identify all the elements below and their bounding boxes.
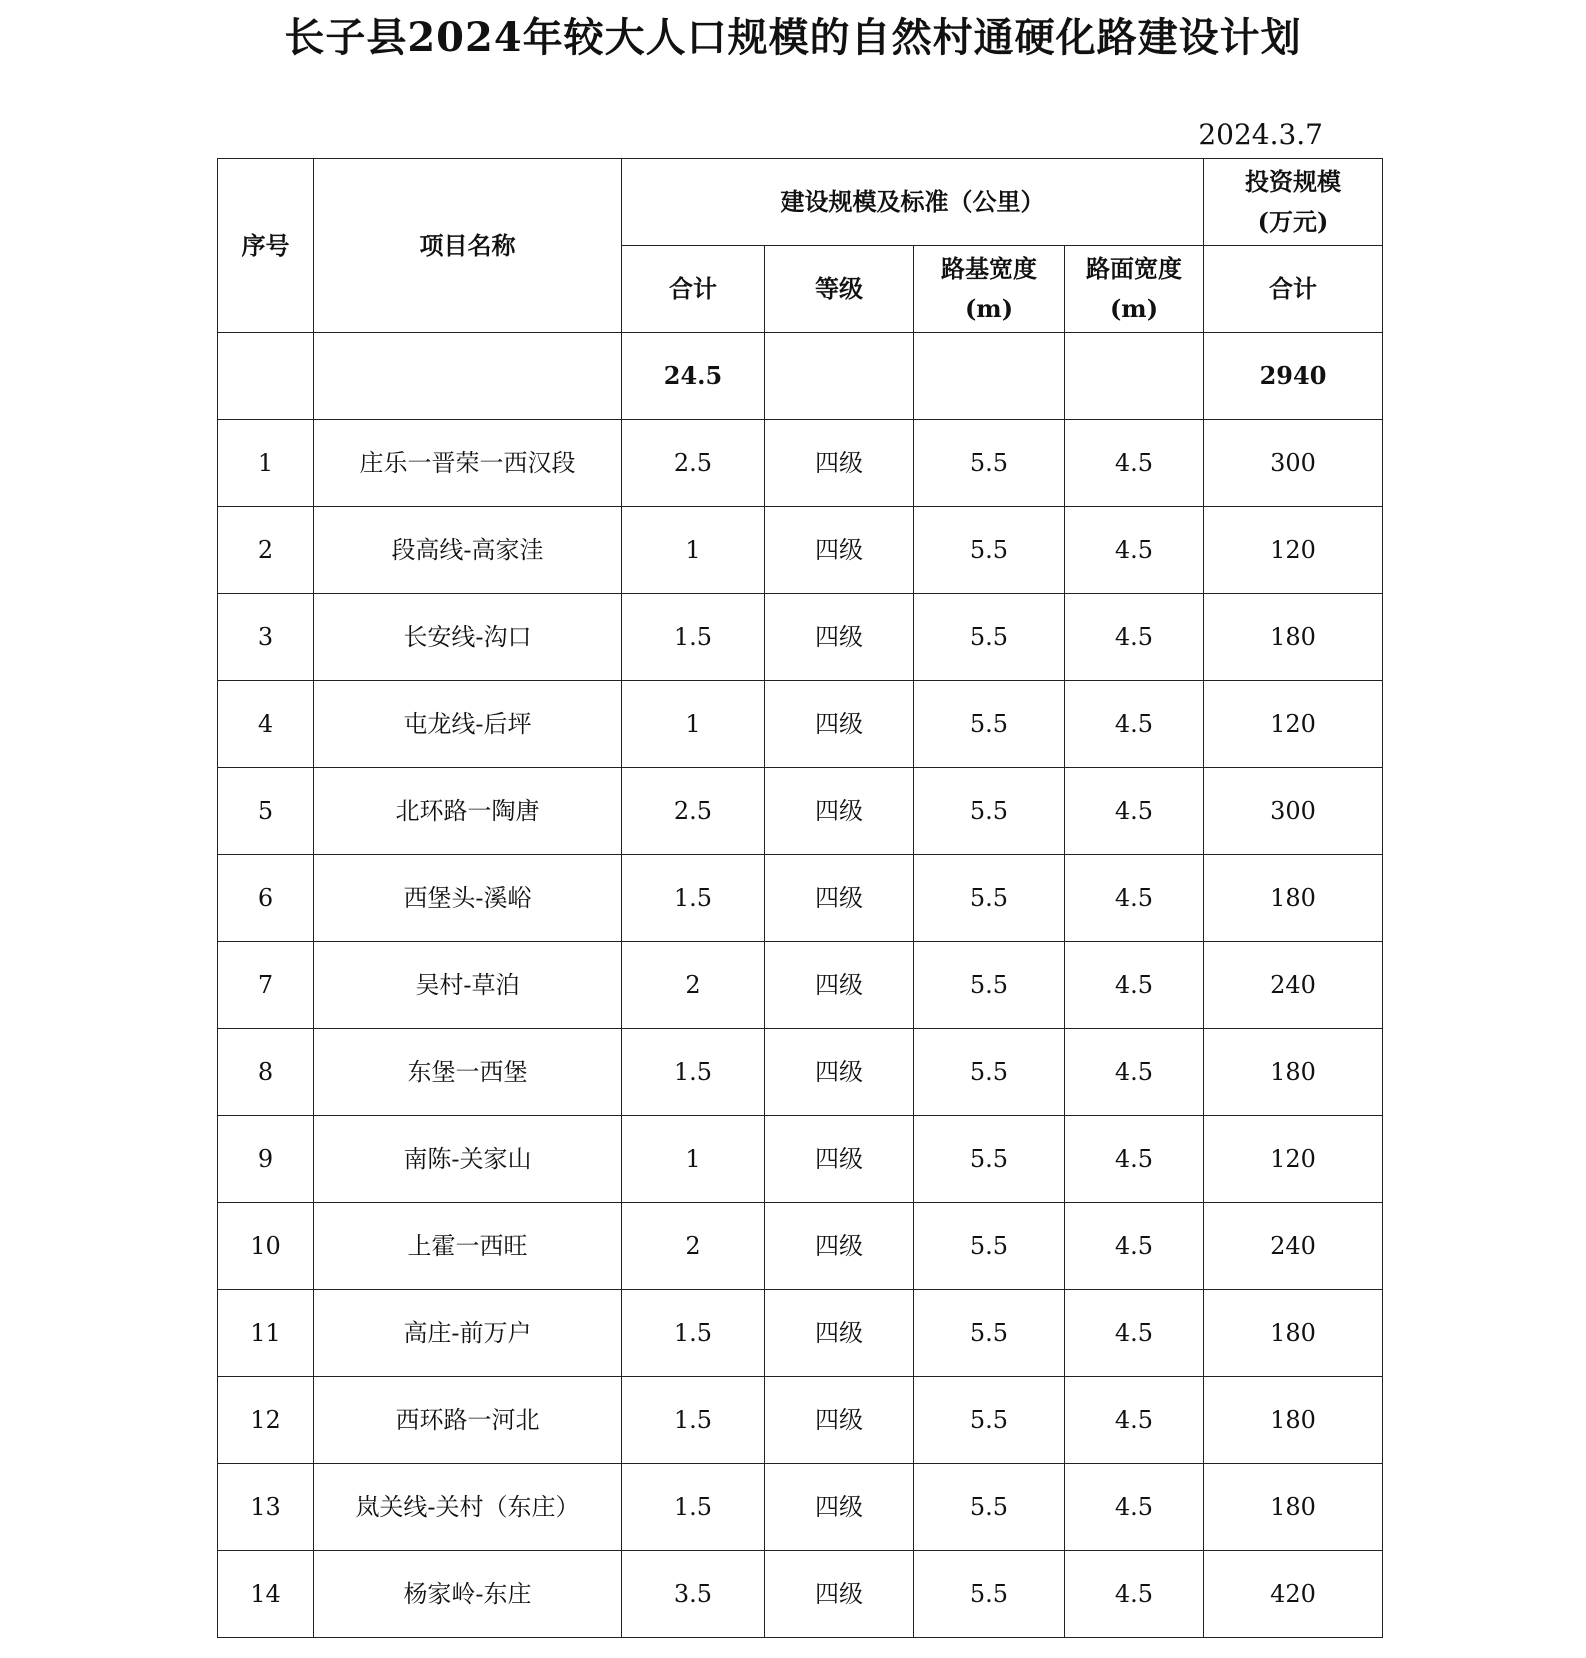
row-grade: 四级 — [765, 507, 914, 594]
row-total-km: 1 — [622, 681, 765, 768]
table-row — [218, 1377, 1383, 1464]
row-pavement-width: 4.5 — [1065, 1290, 1204, 1377]
header-subgrade-line1: 路基宽度 — [941, 254, 1037, 283]
row-subgrade-width: 5.5 — [914, 1464, 1065, 1551]
row-grade: 四级 — [765, 420, 914, 507]
row-project-name: 北环路一陶唐 — [314, 768, 622, 855]
row-grade: 四级 — [765, 681, 914, 768]
row-subgrade-width: 5.5 — [914, 594, 1065, 681]
row-pavement-width: 4.5 — [1065, 855, 1204, 942]
row-project-name: 高庄-前万户 — [314, 1290, 622, 1377]
row-total-km: 1.5 — [622, 1377, 765, 1464]
table-row — [218, 1464, 1383, 1551]
table-row — [218, 1116, 1383, 1203]
summary-seq — [218, 333, 314, 420]
row-grade: 四级 — [765, 1551, 914, 1638]
row-total-km: 2.5 — [622, 768, 765, 855]
row-investment: 180 — [1204, 855, 1383, 942]
row-project-name: 南陈-关家山 — [314, 1116, 622, 1203]
row-seq: 6 — [218, 855, 314, 942]
row-pavement-width: 4.5 — [1065, 1464, 1204, 1551]
table-row — [218, 420, 1383, 507]
header-seq: 序号 — [218, 159, 314, 333]
table-row — [218, 681, 1383, 768]
summary-subgrade — [914, 333, 1065, 420]
row-seq: 14 — [218, 1551, 314, 1638]
row-seq: 12 — [218, 1377, 314, 1464]
row-total-km: 1.5 — [622, 855, 765, 942]
summary-total-km: 24.5 — [622, 333, 765, 420]
header-investment-total: 合计 — [1204, 246, 1383, 333]
header-investment-group — [1204, 159, 1383, 246]
row-seq: 7 — [218, 942, 314, 1029]
row-investment: 180 — [1204, 1464, 1383, 1551]
row-total-km: 1.5 — [622, 1464, 765, 1551]
row-pavement-width: 4.5 — [1065, 1029, 1204, 1116]
row-grade: 四级 — [765, 1377, 914, 1464]
row-grade: 四级 — [765, 1464, 914, 1551]
table-row — [218, 855, 1383, 942]
row-investment: 180 — [1204, 1290, 1383, 1377]
header-scale-group: 建设规模及标准（公里） — [622, 159, 1204, 246]
table-row — [218, 1029, 1383, 1116]
header-grade: 等级 — [765, 246, 914, 333]
header-row-top — [218, 159, 1383, 246]
row-total-km: 1.5 — [622, 1290, 765, 1377]
row-pavement-width: 4.5 — [1065, 768, 1204, 855]
row-pavement-width: 4.5 — [1065, 681, 1204, 768]
document-title: 长子县2024年较大人口规模的自然村通硬化路建设计划 — [284, 14, 1302, 61]
row-investment: 240 — [1204, 1203, 1383, 1290]
row-project-name: 段高线-高家洼 — [314, 507, 622, 594]
row-project-name: 庄乐一晋荣一西汉段 — [314, 420, 622, 507]
row-subgrade-width: 5.5 — [914, 507, 1065, 594]
row-total-km: 2 — [622, 942, 765, 1029]
table-row — [218, 768, 1383, 855]
row-investment: 120 — [1204, 681, 1383, 768]
row-subgrade-width: 5.5 — [914, 768, 1065, 855]
row-project-name: 东堡一西堡 — [314, 1029, 622, 1116]
row-grade: 四级 — [765, 1203, 914, 1290]
row-pavement-width: 4.5 — [1065, 1377, 1204, 1464]
row-subgrade-width: 5.5 — [914, 1203, 1065, 1290]
row-seq: 2 — [218, 507, 314, 594]
header-project-name: 项目名称 — [314, 159, 622, 333]
row-investment: 420 — [1204, 1551, 1383, 1638]
row-seq: 8 — [218, 1029, 314, 1116]
row-seq: 3 — [218, 594, 314, 681]
header-pavement-line1: 路面宽度 — [1086, 254, 1182, 283]
row-pavement-width: 4.5 — [1065, 942, 1204, 1029]
row-subgrade-width: 5.5 — [914, 1116, 1065, 1203]
header-subgrade-width — [914, 246, 1065, 333]
document-date: 2024.3.7 — [1198, 118, 1323, 151]
header-pavement-line2: (m) — [1109, 294, 1159, 323]
row-grade: 四级 — [765, 942, 914, 1029]
row-grade: 四级 — [765, 1029, 914, 1116]
row-project-name: 西环路一河北 — [314, 1377, 622, 1464]
table-row — [218, 942, 1383, 1029]
row-pavement-width: 4.5 — [1065, 507, 1204, 594]
table-row — [218, 1551, 1383, 1638]
row-grade: 四级 — [765, 1116, 914, 1203]
row-subgrade-width: 5.5 — [914, 1029, 1065, 1116]
row-seq: 4 — [218, 681, 314, 768]
row-subgrade-width: 5.5 — [914, 1290, 1065, 1377]
row-seq: 5 — [218, 768, 314, 855]
row-seq: 11 — [218, 1290, 314, 1377]
row-investment: 300 — [1204, 768, 1383, 855]
row-pavement-width: 4.5 — [1065, 1203, 1204, 1290]
summary-grade — [765, 333, 914, 420]
row-total-km: 2 — [622, 1203, 765, 1290]
summary-investment: 2940 — [1204, 333, 1383, 420]
row-project-name: 长安线-沟口 — [314, 594, 622, 681]
table-row — [218, 594, 1383, 681]
row-project-name: 上霍一西旺 — [314, 1203, 622, 1290]
row-subgrade-width: 5.5 — [914, 681, 1065, 768]
row-investment: 300 — [1204, 420, 1383, 507]
summary-pavement — [1065, 333, 1204, 420]
row-investment: 120 — [1204, 507, 1383, 594]
row-total-km: 1 — [622, 507, 765, 594]
row-project-name: 西堡头-溪峪 — [314, 855, 622, 942]
row-pavement-width: 4.5 — [1065, 1551, 1204, 1638]
row-subgrade-width: 5.5 — [914, 1377, 1065, 1464]
table-row — [218, 1290, 1383, 1377]
row-pavement-width: 4.5 — [1065, 594, 1204, 681]
row-investment: 180 — [1204, 594, 1383, 681]
row-project-name: 岚关线-关村（东庄） — [314, 1464, 622, 1551]
row-subgrade-width: 5.5 — [914, 855, 1065, 942]
row-project-name: 屯龙线-后坪 — [314, 681, 622, 768]
row-project-name: 吴村-草泊 — [314, 942, 622, 1029]
row-pavement-width: 4.5 — [1065, 1116, 1204, 1203]
table-row — [218, 1203, 1383, 1290]
row-project-name: 杨家岭-东庄 — [314, 1551, 622, 1638]
header-investment-line1: 投资规模 — [1245, 167, 1341, 196]
row-investment: 240 — [1204, 942, 1383, 1029]
row-investment: 180 — [1204, 1029, 1383, 1116]
row-pavement-width: 4.5 — [1065, 420, 1204, 507]
summary-name — [314, 333, 622, 420]
row-subgrade-width: 5.5 — [914, 942, 1065, 1029]
row-subgrade-width: 5.5 — [914, 420, 1065, 507]
row-grade: 四级 — [765, 1290, 914, 1377]
row-total-km: 1 — [622, 1116, 765, 1203]
header-investment-line2: (万元) — [1257, 207, 1329, 236]
row-grade: 四级 — [765, 855, 914, 942]
row-seq: 9 — [218, 1116, 314, 1203]
row-subgrade-width: 5.5 — [914, 1551, 1065, 1638]
row-investment: 120 — [1204, 1116, 1383, 1203]
row-grade: 四级 — [765, 594, 914, 681]
row-seq: 10 — [218, 1203, 314, 1290]
row-total-km: 1.5 — [622, 1029, 765, 1116]
construction-plan-table — [217, 158, 1383, 1638]
summary-row — [218, 333, 1383, 420]
row-seq: 13 — [218, 1464, 314, 1551]
row-grade: 四级 — [765, 768, 914, 855]
row-total-km: 2.5 — [622, 420, 765, 507]
row-total-km: 3.5 — [622, 1551, 765, 1638]
row-seq: 1 — [218, 420, 314, 507]
table-row — [218, 507, 1383, 594]
header-total-km: 合计 — [622, 246, 765, 333]
header-pavement-width — [1065, 246, 1204, 333]
row-investment: 180 — [1204, 1377, 1383, 1464]
row-total-km: 1.5 — [622, 594, 765, 681]
header-subgrade-line2: (m) — [964, 294, 1014, 323]
